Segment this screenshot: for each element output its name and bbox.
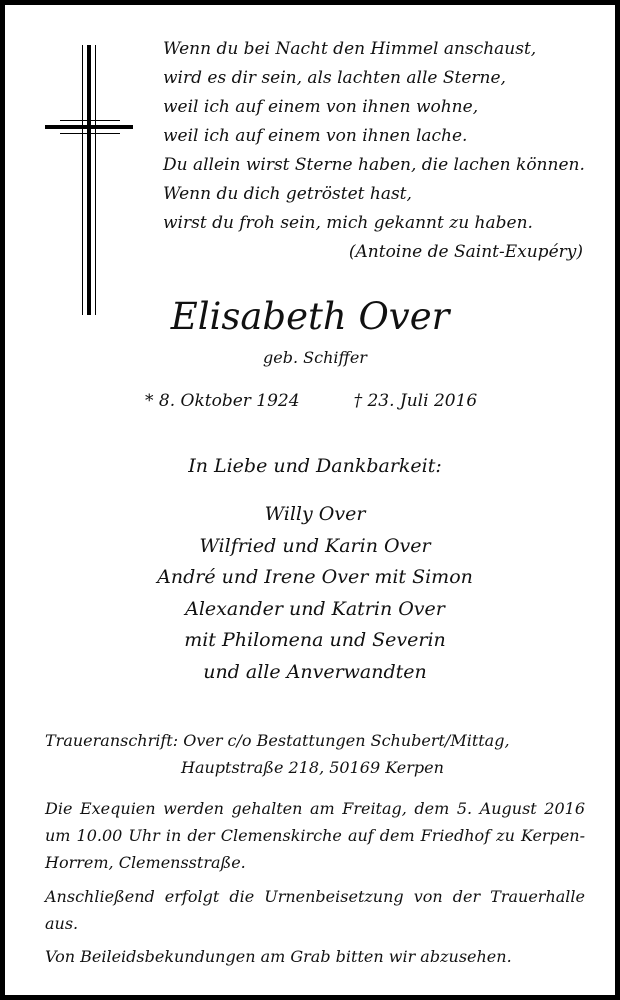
poem-line: Wenn du dich getröstet hast,: [163, 184, 412, 204]
urn-burial-notice: Anschließend erfolgt die Urnenbeisetzung von der Trauerhalle aus.: [45, 887, 585, 933]
mourners-heading: In Liebe und Dankbarkeit:: [188, 455, 442, 477]
mourners-list: [5, 499, 620, 688]
mourner-name: Willy Over: [264, 503, 366, 525]
life-dates: [145, 391, 477, 411]
poem-line: weil ich auf einem von ihnen lache.: [163, 126, 468, 146]
poem-line: weil ich auf einem von ihnen wohne,: [163, 97, 479, 117]
mourner-name: mit Philomena und Severin: [184, 629, 446, 651]
deceased-name: Elisabeth Over: [170, 295, 450, 338]
mourning-address: [45, 727, 585, 781]
poem-line: wirst du froh sein, mich gekannt zu haben.: [163, 213, 533, 233]
address-line: Hauptstraße 218, 50169 Kerpen: [181, 758, 444, 777]
mourner-name: und alle Anverwandten: [203, 660, 427, 683]
poem-author: (Antoine de Saint-Exupéry): [348, 242, 583, 262]
mourner-name: Alexander und Katrin Over: [185, 597, 445, 620]
death-date: † 23. Juli 2016: [353, 391, 478, 411]
address-line: Traueranschrift: Over c/o Bestattungen Schubert/Mittag,: [45, 731, 510, 750]
birth-date: * 8. Oktober 1924: [145, 391, 300, 411]
birth-name: geb. Schiffer: [263, 348, 367, 367]
mourner-name: Wilfried und Karin Over: [199, 534, 431, 557]
service-notice: Die Exequien werden gehalten am Freitag, dem 5. August 2016 um 10.00 Uhr in der Clemenskirche auf dem Friedhof zu Kerpen-Horrem, Clemensstraße.: [45, 799, 585, 872]
mourner-name: André und Irene Over mit Simon: [157, 566, 473, 588]
poem-line: Du allein wirst Sterne haben, die lachen können.: [163, 155, 585, 175]
poem-line: wird es dir sein, als lachten alle Sterne,: [163, 68, 506, 88]
poem-line: Wenn du bei Nacht den Himmel anschaust,: [163, 39, 537, 59]
cross-icon: [45, 45, 135, 315]
condolence-notice: Von Beileidsbekundungen am Grab bitten wir abzusehen.: [45, 947, 512, 966]
poem: [163, 35, 593, 267]
